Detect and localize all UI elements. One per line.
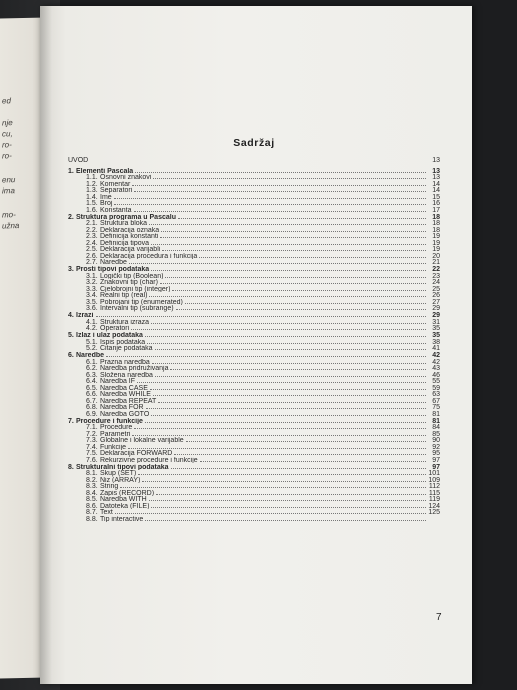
toc-entry-label: Cjelobrojni tip (integer) [100, 285, 171, 292]
toc-entry-number: 6.9. [86, 410, 98, 417]
toc-entry-number: 3.1. [86, 272, 98, 279]
toc-intro-page: 13 [432, 157, 440, 164]
toc-intro-line [68, 154, 440, 167]
toc-entry-label: Skup (SET) [100, 470, 137, 477]
toc-entry-number: 7.3. [86, 437, 98, 444]
toc-entry-number: 1.6. [86, 206, 98, 213]
toc-entry-page: 29 [432, 312, 440, 319]
toc-leader [106, 352, 426, 357]
toc-leader [149, 220, 426, 225]
toc-leader [145, 516, 426, 521]
toc-entry-number: 5.2. [86, 345, 98, 352]
toc-entry-number: 1.5. [86, 200, 98, 207]
toc-entry-number: 3.6. [86, 305, 98, 312]
table-of-contents [68, 137, 440, 522]
toc-entry-number: 8.3. [86, 483, 98, 490]
toc-leader [114, 200, 426, 205]
toc-entry-label: Struktura izraza [100, 318, 150, 325]
toc-entry-number: 4.2. [86, 325, 98, 332]
page-gutter-shadow [40, 6, 52, 684]
toc-entry-number: 8.8. [86, 515, 98, 522]
toc-entry-page: 90 [432, 437, 440, 444]
toc-leader [96, 312, 426, 317]
toc-entry-label: Naredba CASE [100, 384, 148, 391]
toc-leader [200, 457, 426, 462]
toc-entry-label: Separatori [100, 187, 133, 194]
toc-entry-page: 25 [432, 285, 440, 292]
toc-entry-number: 2.6. [86, 252, 98, 259]
toc-leader [137, 378, 426, 383]
toc-section-line [68, 207, 440, 214]
left-page-fragment: ed [2, 96, 11, 106]
toc-leader [149, 292, 426, 297]
toc-leader [152, 359, 426, 364]
toc-entry-label: Niz (ARRAY) [100, 476, 141, 483]
toc-entry-label: Operatori [100, 325, 130, 332]
toc-leader [132, 181, 426, 186]
toc-entry-number: 6.1. [86, 358, 98, 365]
toc-leader [151, 266, 426, 271]
toc-leader [134, 424, 426, 429]
toc-entry-number: 8.5. [86, 496, 98, 503]
toc-leader [160, 279, 426, 284]
toc-leader [155, 345, 426, 350]
toc-entry-number: 4. [68, 312, 74, 319]
toc-entry-number: 3.2. [86, 279, 98, 286]
toc-leader [158, 398, 426, 403]
toc-entry-page: 85 [432, 430, 440, 437]
toc-entry-number: 4.1. [86, 318, 98, 325]
toc-leader [146, 404, 426, 409]
toc-entry-label: Procedure [100, 424, 133, 431]
toc-entry-number: 1.3. [86, 187, 98, 194]
toc-entry-page: 109 [428, 476, 440, 483]
toc-entry-page: 46 [432, 371, 440, 378]
toc-entry-page: 16 [432, 200, 440, 207]
toc-entry-page: 35 [432, 325, 440, 332]
toc-entry-page: 18 [432, 226, 440, 233]
book-page [40, 6, 472, 684]
toc-leader [153, 391, 426, 396]
toc-entry-number: 1.2. [86, 180, 98, 187]
toc-entry-label: Konstanta [100, 206, 132, 213]
toc-entry-label: Ispis podataka [100, 338, 146, 345]
toc-leader [150, 385, 426, 390]
toc-entry-number: 8.1. [86, 470, 98, 477]
toc-entry-page: 75 [432, 404, 440, 411]
toc-entry-number: 6.4. [86, 378, 98, 385]
toc-section-line [68, 305, 440, 312]
toc-section-line [68, 457, 440, 464]
toc-entry-number: 7. [68, 417, 74, 424]
toc-leader [147, 339, 426, 344]
toc-entry-number: 2.2. [86, 226, 98, 233]
toc-entry-number: 6.5. [86, 384, 98, 391]
toc-entry-page: 42 [432, 352, 440, 359]
toc-entry-label: String [100, 483, 119, 490]
toc-entry-label: Prosti tipovi podataka [76, 266, 150, 273]
toc-entry-number: 5. [68, 332, 74, 339]
toc-leader [171, 464, 426, 469]
toc-section-line [68, 325, 440, 332]
toc-entry-page: 26 [432, 292, 440, 299]
toc-entry-label: Realni tip (real) [100, 292, 148, 299]
toc-section-line [68, 259, 440, 266]
toc-entry-page: 92 [432, 443, 440, 450]
toc-entry-label: Text [100, 509, 113, 516]
toc-leader [135, 168, 426, 173]
toc-entry-page: 22 [432, 266, 440, 273]
toc-entry-page: 97 [432, 456, 440, 463]
left-page-fragment: mo- [2, 210, 16, 220]
toc-entry-page: 35 [432, 332, 440, 339]
toc-entry-number: 2.5. [86, 246, 98, 253]
toc-entry-label: Deklaracija procedura i funkcija [100, 252, 198, 259]
toc-entry-number: 7.6. [86, 456, 98, 463]
toc-entry-label: Naredba WITH [100, 496, 147, 503]
toc-entry-label: Komentar [100, 180, 131, 187]
toc-entry-page: 81 [432, 410, 440, 417]
toc-leader [178, 214, 426, 219]
toc-leader [90, 158, 426, 162]
toc-entry-page: 67 [432, 397, 440, 404]
toc-entry-label: Čitanje podataka [100, 345, 153, 352]
toc-entry-page: 41 [432, 345, 440, 352]
toc-entry-page: 101 [428, 470, 440, 477]
toc-entry-label: Izlaz i ulaz podataka [76, 332, 143, 339]
toc-entry-page: 14 [432, 187, 440, 194]
toc-entry-page: 21 [432, 259, 440, 266]
toc-entry-number: 7.5. [86, 450, 98, 457]
toc-entry-page: 125 [428, 509, 440, 516]
toc-entry-page: 13 [432, 167, 440, 174]
toc-entry-page: 29 [432, 305, 440, 312]
toc-leader [185, 299, 426, 304]
toc-entry-label: Naredba GOTO [100, 410, 150, 417]
toc-entry-number: 8.4. [86, 489, 98, 496]
toc-entry-label: Zapis (RECORD) [100, 489, 155, 496]
toc-entry-page: 95 [432, 450, 440, 457]
toc-entry-label: Naredba WHILE [100, 391, 151, 398]
toc-entry-page: 119 [428, 496, 440, 503]
toc-leader [161, 227, 426, 232]
toc-leader [149, 496, 426, 501]
toc-entry-number: 6.2. [86, 365, 98, 372]
toc-entry-label: Datoteka (FILE) [100, 502, 150, 509]
toc-entry-label: Deklaracija varijabli [100, 246, 161, 253]
toc-entry-number: 6.6. [86, 391, 98, 398]
toc-leader [114, 194, 426, 199]
toc-leader [153, 174, 426, 179]
toc-entry-label: Funkcije [100, 443, 127, 450]
toc-entry-number: 8.6. [86, 502, 98, 509]
toc-entry-number: 1. [68, 167, 74, 174]
toc-entry-page: 27 [432, 298, 440, 305]
toc-leader [134, 187, 426, 192]
toc-entry-page: 112 [428, 483, 440, 490]
toc-entry-number: 6.7. [86, 397, 98, 404]
toc-entry-label: Ime [100, 193, 112, 200]
toc-entry-label: Izrazi [76, 312, 94, 319]
toc-leader [151, 319, 426, 324]
toc-entry-page: 17 [432, 206, 440, 213]
toc-entry-label: Struktura bloka [100, 220, 148, 227]
toc-entry-page: 14 [432, 180, 440, 187]
toc-entry-page: 59 [432, 384, 440, 391]
toc-section-line [68, 345, 440, 352]
toc-leader [199, 253, 426, 258]
toc-title: Sadržaj [233, 137, 275, 149]
toc-entry-page: 24 [432, 279, 440, 286]
toc-leader [155, 372, 426, 377]
left-page-fragment: užna [2, 221, 20, 231]
toc-entry-page: 115 [428, 489, 440, 496]
toc-entry-label: Definicija konstanti [100, 233, 159, 240]
toc-entry-number: 3. [68, 266, 74, 273]
toc-entry-label: Logički tip (Boolean) [100, 272, 164, 279]
toc-entry-number: 2.7. [86, 259, 98, 266]
toc-entry-page: 19 [432, 239, 440, 246]
toc-entry-label: Naredba IF [100, 378, 136, 385]
left-page-fragment: enu [2, 175, 16, 185]
toc-entry-label: Prazna naredba [100, 358, 150, 365]
toc-entry-label: Parametri [100, 430, 131, 437]
toc-entry-label: Elementi Pascala [76, 167, 134, 174]
toc-entry-page: 42 [432, 358, 440, 365]
toc-entry-number: 5.1. [86, 338, 98, 345]
toc-leader [128, 444, 426, 449]
toc-entry-page: 23 [432, 272, 440, 279]
toc-entry-label: Struktura programa u Pascalu [76, 213, 176, 220]
toc-entry-label: Složena naredba [100, 371, 153, 378]
toc-entry-number: 3.3. [86, 285, 98, 292]
toc-entry-label: Broj [100, 200, 113, 207]
left-page-fragment: ro- [2, 151, 12, 161]
toc-leader [131, 325, 426, 330]
toc-leader [162, 246, 426, 251]
toc-entry-page: 55 [432, 378, 440, 385]
toc-leader [145, 332, 426, 337]
toc-entry-page: 19 [432, 233, 440, 240]
toc-leader [145, 418, 426, 423]
toc-entry-label: Intervalni tip (subrange) [100, 305, 174, 312]
toc-leader [138, 470, 426, 475]
toc-entry-label: Osnovni znakovi [100, 174, 152, 181]
toc-entry-page: 97 [432, 463, 440, 470]
toc-entry-number: 7.2. [86, 430, 98, 437]
toc-entry-number: 8.7. [86, 509, 98, 516]
toc-leader [115, 509, 426, 514]
toc-entry-page: 13 [432, 174, 440, 181]
page-number: 7 [436, 612, 442, 623]
toc-entry-page: 20 [432, 252, 440, 259]
toc-leader [156, 490, 426, 495]
toc-entry-number: 2.4. [86, 239, 98, 246]
toc-entry-label: Procedure i funkcije [76, 417, 143, 424]
toc-entry-label: Definicija tipova [100, 239, 150, 246]
toc-entry-label: Globalne i lokalne varijable [100, 437, 184, 444]
toc-leader [129, 259, 426, 264]
toc-leader [151, 503, 426, 508]
left-page-fragment: nje [2, 118, 13, 128]
toc-leader [120, 483, 426, 488]
toc-entry-label: Pobrojani tip (enumerated) [100, 298, 183, 305]
toc-leader [160, 233, 426, 238]
toc-entry-number: 8.2. [86, 476, 98, 483]
toc-leader [172, 286, 426, 291]
toc-entry-page: 19 [432, 246, 440, 253]
toc-leader [142, 477, 426, 482]
toc-entry-page: 81 [432, 417, 440, 424]
toc-entry-page: 31 [432, 318, 440, 325]
toc-entry-label: Znakovni tip (char) [100, 279, 158, 286]
toc-entry-number: 6.3. [86, 371, 98, 378]
toc-list [68, 168, 440, 523]
toc-entry-page: 18 [432, 213, 440, 220]
left-page-fragment: cu, [2, 129, 13, 139]
toc-leader [151, 411, 426, 416]
toc-leader [134, 207, 426, 212]
toc-intro-label: UVOD [68, 157, 89, 164]
toc-entry-number: 7.4. [86, 443, 98, 450]
toc-entry-page: 43 [432, 365, 440, 372]
toc-leader [176, 305, 426, 310]
toc-entry-number: 6. [68, 352, 74, 359]
toc-entry-page: 84 [432, 424, 440, 431]
toc-entry-number: 6.8. [86, 404, 98, 411]
toc-entry-label: Naredbe [100, 259, 127, 266]
toc-entry-label: Strukturalni tipovi podataka [76, 463, 169, 470]
toc-entry-number: 8. [68, 463, 74, 470]
toc-entry-page: 18 [432, 220, 440, 227]
toc-leader [132, 431, 426, 436]
toc-entry-label: Naredba REPEAT [100, 397, 157, 404]
toc-entry-number: 1.1. [86, 174, 98, 181]
toc-entry-number: 3.4. [86, 292, 98, 299]
toc-section-line [68, 516, 440, 523]
toc-entry-page: 124 [428, 502, 440, 509]
toc-entry-page: 15 [432, 193, 440, 200]
toc-entry-number: 2.3. [86, 233, 98, 240]
toc-entry-number: 1.4. [86, 193, 98, 200]
toc-leader [186, 437, 426, 442]
toc-entry-number: 7.1. [86, 424, 98, 431]
toc-entry-page: 63 [432, 391, 440, 398]
toc-entry-label: Naredba pridruživanja [100, 365, 169, 372]
toc-entry-label: Naredbe [76, 352, 105, 359]
toc-leader [174, 450, 426, 455]
toc-entry-page: 38 [432, 338, 440, 345]
toc-entry-label: Tip interactive [100, 515, 144, 522]
left-page-fragment: ima [2, 186, 15, 196]
toc-entry-number: 3.5. [86, 298, 98, 305]
toc-entry-label: Deklaracija oznaka [100, 226, 160, 233]
toc-leader [170, 365, 426, 370]
toc-entry-label: Rekurzivne procedure i funkcije [100, 456, 198, 463]
toc-leader [151, 240, 426, 245]
toc-entry-label: Deklaracija FORWARD [100, 450, 173, 457]
left-page-fragment: ro- [2, 140, 12, 150]
toc-leader [165, 273, 426, 278]
toc-section-line [68, 411, 440, 418]
toc-entry-number: 2.1. [86, 220, 98, 227]
toc-entry-label: Naredba FOR [100, 404, 144, 411]
toc-entry-number: 2. [68, 213, 74, 220]
